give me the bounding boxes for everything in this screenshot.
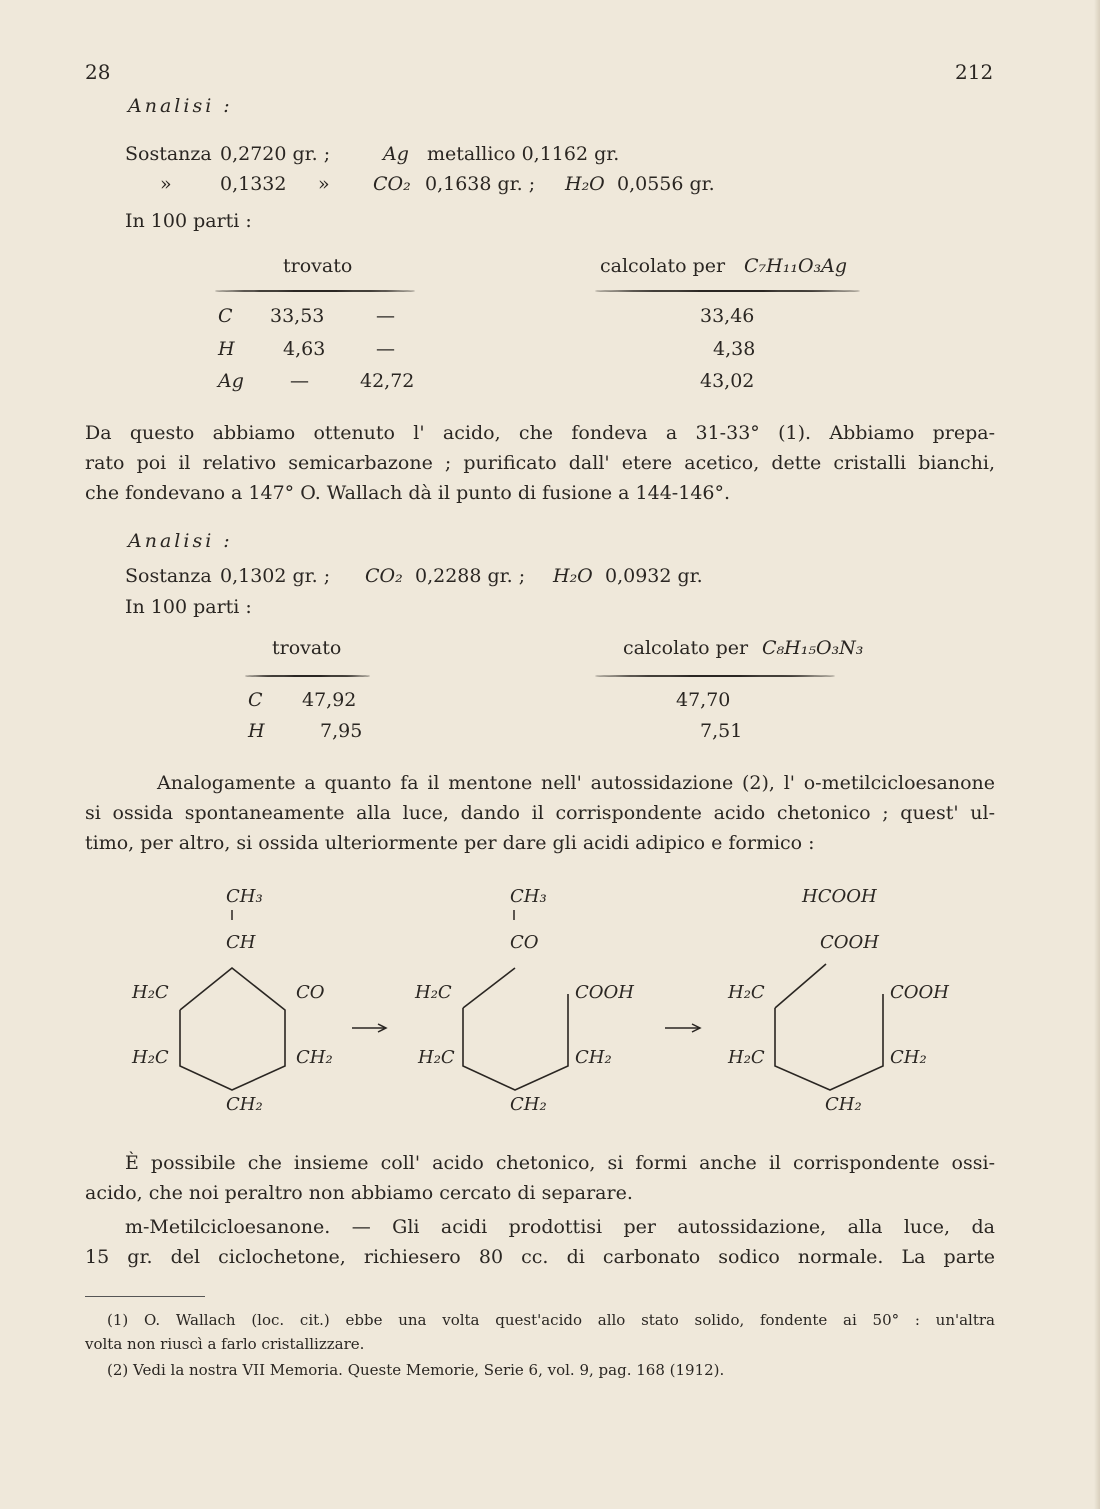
- analysis2-row1-el: C: [248, 689, 263, 711]
- analysis2-h2o-val: 0,0932 gr.: [605, 565, 703, 587]
- m3-ch2-right: CH₂: [890, 1047, 927, 1068]
- analysis1-calc-header: calcolato per: [600, 255, 726, 277]
- paragraph-1-line-3: che fondevano a 147° O. Wallach dà il punto di fusione a 144-146°.: [85, 482, 731, 504]
- analysis1-element: Ag: [383, 143, 409, 165]
- m3-h2c-bottom: H₂C: [728, 1047, 765, 1068]
- analysis1-row2-el: H: [218, 338, 235, 360]
- analysis1-ditto: »: [160, 173, 172, 195]
- m1-co: CO: [296, 982, 325, 1003]
- analysis1-label: Sostanza: [125, 143, 212, 165]
- footnote-1: [85, 1308, 995, 1356]
- footnote-2-line-1: (2) Vedi la nostra VII Memoria. Queste Memorie, Serie 6, vol. 9, pag. 168 (1912).: [107, 1361, 725, 1379]
- paragraph-2-line-2: si ossida spontaneamente alla luce, dando il corrispondente acido chetonico ; quest' ul-: [85, 802, 995, 824]
- analysis1-row2-v1: 4,63: [283, 338, 326, 360]
- paragraph-4-line-2: 15 gr. del ciclochetone, richiesero 80 cc. di carbonato sodico normale. La parte: [85, 1246, 995, 1268]
- analysis1-row1-calc: 33,46: [700, 305, 755, 327]
- m1-h2c-top: H₂C: [132, 982, 169, 1003]
- analysis1-co2-val: 0,1638 gr. ;: [425, 173, 536, 195]
- analysis1-row3-v1: —: [290, 370, 309, 392]
- paragraph-3-line-1: È possibile che insieme coll' acido chetonico, si formi anche il corrispondente ossi-: [125, 1152, 995, 1174]
- m2-cooh: COOH: [575, 982, 634, 1003]
- paragraph-4: [85, 1212, 995, 1272]
- analysis2-row2-el: H: [248, 720, 265, 742]
- paragraph-2-line-3: timo, per altro, si ossida ulteriormente per dare gli acidi adipico e formico :: [85, 832, 815, 854]
- analysis1-row3-el: Ag: [218, 370, 244, 392]
- analysis2-row1-v1: 47,92: [302, 689, 357, 711]
- paragraph-1-line-1: Da questo abbiamo ottenuto l' acido, che fondeva a 31-33° (1). Abbiamo prepa-: [85, 422, 995, 444]
- m3-ring: [775, 994, 883, 1090]
- paragraph-3-line-2: acido, che noi peraltro non abbiamo cercato di separare.: [85, 1182, 633, 1204]
- analysis2-h2o: H₂O: [553, 565, 593, 587]
- m3-h2c-top: H₂C: [728, 982, 765, 1003]
- analysis2-row2-calc: 7,51: [700, 720, 743, 742]
- analysis1-row2-v2: —: [376, 338, 395, 360]
- analysis1-row2-calc: 4,38: [713, 338, 756, 360]
- paragraph-1: [85, 418, 995, 508]
- page-number-right: 212: [955, 60, 994, 84]
- paragraph-1-line-2: rato poi il relativo semicarbazone ; purificato dall' etere acetico, dette cristalli bianchi,: [85, 452, 995, 474]
- m2-ring: [463, 994, 568, 1090]
- analysis1-in100: In 100 parti :: [125, 210, 252, 232]
- analysis1-calc-rule: [595, 290, 860, 292]
- m2-h2c-top: H₂C: [415, 982, 452, 1003]
- analysis1-co2: CO₂: [373, 173, 411, 195]
- m1-ch: CH: [226, 932, 256, 953]
- analysis1-ditto2: »: [318, 173, 330, 195]
- analysis2-found-rule: [245, 675, 370, 677]
- m2-ch2-right: CH₂: [575, 1047, 612, 1068]
- analysis1-heading: Analisi :: [128, 95, 233, 117]
- analysis1-row3-v2: 42,72: [360, 370, 415, 392]
- analysis1-h2o: H₂O: [565, 173, 605, 195]
- paragraph-2: [85, 768, 995, 858]
- m2-co: CO: [510, 932, 539, 953]
- analysis1-mass2: 0,1332: [220, 173, 287, 195]
- m1-ch2-bottom: CH₂: [226, 1094, 263, 1115]
- m1-ch3: CH₃: [226, 886, 263, 907]
- analysis1-h2o-val: 0,0556 gr.: [617, 173, 715, 195]
- analysis2-heading: Analisi :: [128, 530, 233, 552]
- m2-h2c-bottom: H₂C: [418, 1047, 455, 1068]
- analysis1-row1-v2: —: [376, 305, 395, 327]
- m1-ring: [180, 968, 285, 1090]
- m3-cooh: COOH: [890, 982, 949, 1003]
- paragraph-4-line-1: m-Metilcicloesanone. — Gli acidi prodottisi per autossidazione, alla luce, da: [125, 1216, 995, 1238]
- footnote-1-line-2: volta non riuscì a farlo cristallizzare.: [85, 1335, 365, 1353]
- analysis1-found-rule: [215, 290, 415, 292]
- m2-ch3: CH₃: [510, 886, 547, 907]
- analysis1-row1-el: C: [218, 305, 233, 327]
- analysis2-formula: C₈H₁₅O₃N₃: [762, 637, 864, 659]
- oxidation-scheme: [120, 880, 1000, 1120]
- analysis2-row2-v1: 7,95: [320, 720, 363, 742]
- m3-ch2-bottom: CH₂: [825, 1094, 862, 1115]
- analysis2-label: Sostanza: [125, 565, 212, 587]
- m3-cooh-top: COOH: [820, 932, 879, 953]
- analysis2-co2-val: 0,2288 gr. ;: [415, 565, 526, 587]
- footnote-separator: [85, 1296, 205, 1297]
- analysis1-rest: metallico 0,1162 gr.: [427, 143, 620, 165]
- m3-hcooh: HCOOH: [802, 886, 877, 907]
- footnote-2: [85, 1358, 995, 1382]
- analysis2-found-header: trovato: [272, 637, 342, 659]
- molecule-ketonic-acid: [414, 886, 634, 1115]
- m2-ch2-bottom: CH₂: [510, 1094, 547, 1115]
- analysis2-calc-rule: [595, 675, 835, 677]
- paragraph-3: [85, 1148, 995, 1208]
- paragraph-2-line-1: Analogamente a quanto fa il mentone nell' autossidazione (2), l' o-metilcicloesanone: [157, 772, 995, 794]
- footnote-1-line-1: (1) O. Wallach (loc. cit.) ebbe una volta quest'acido allo stato solido, fondente ai 50° : un'altra: [107, 1311, 995, 1329]
- analysis1-mass: 0,2720 gr. ;: [220, 143, 331, 165]
- molecule-adipic-formic: [727, 886, 949, 1115]
- m1-ch2-right: CH₂: [296, 1047, 333, 1068]
- analysis1-row1-v1: 33,53: [270, 305, 325, 327]
- analysis2-co2: CO₂: [365, 565, 403, 587]
- m1-h2c-bottom: H₂C: [132, 1047, 169, 1068]
- analysis2-in100: In 100 parti :: [125, 596, 252, 618]
- analysis1-found-header: trovato: [283, 255, 353, 277]
- analysis1-formula: C₇H₁₁O₃Ag: [744, 255, 848, 277]
- analysis2-mass: 0,1302 gr. ;: [220, 565, 331, 587]
- molecule-methylcyclohexanone: [131, 886, 333, 1115]
- analysis2-row1-calc: 47,70: [676, 689, 731, 711]
- analysis2-calc-header: calcolato per: [623, 637, 749, 659]
- page-number-left: 28: [85, 60, 111, 84]
- page-edge: [1094, 0, 1100, 1509]
- analysis1-row3-calc: 43,02: [700, 370, 755, 392]
